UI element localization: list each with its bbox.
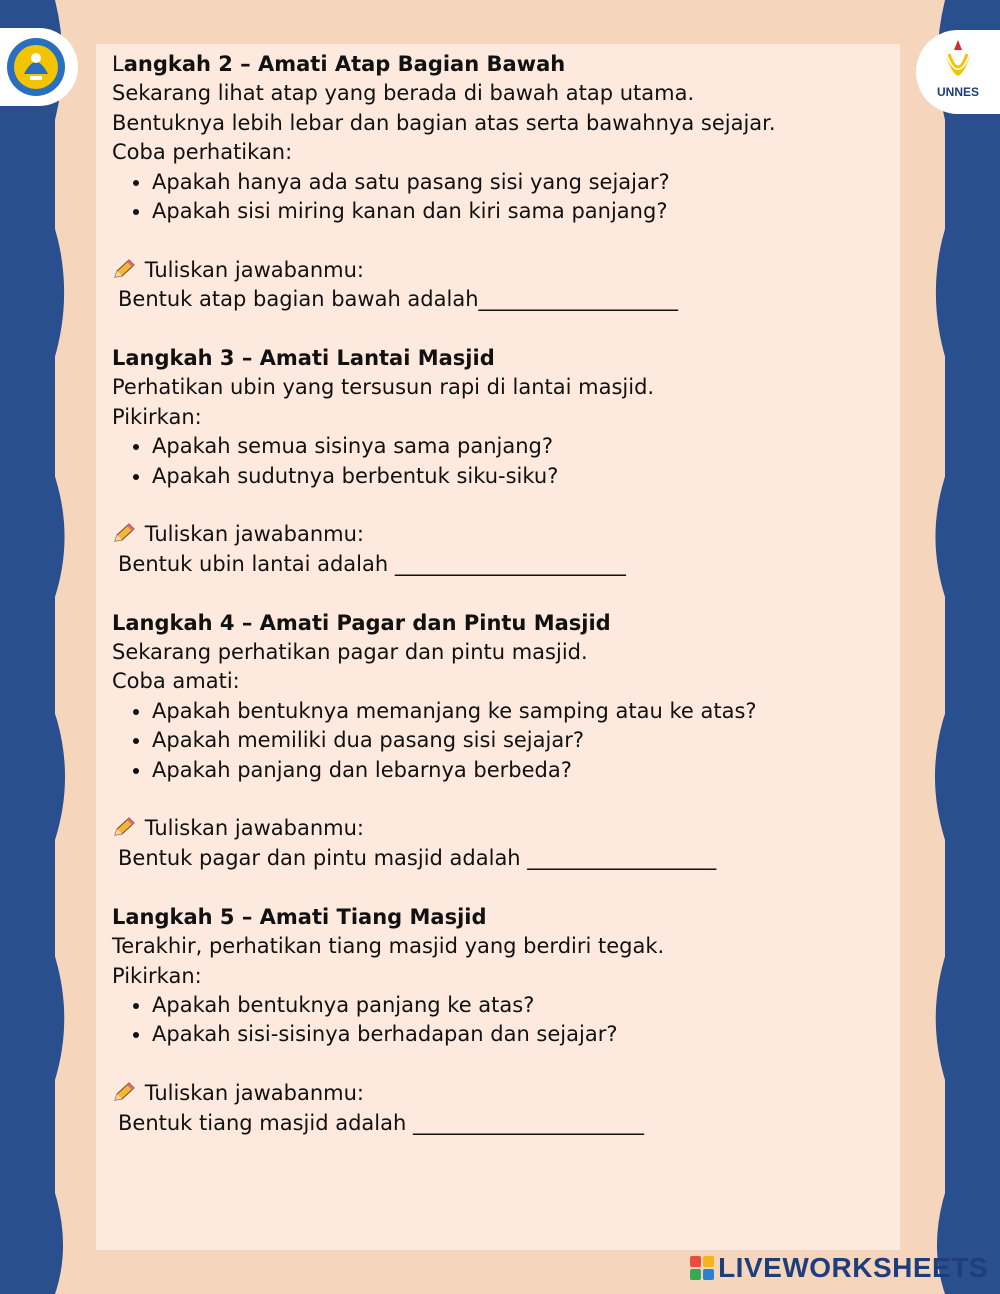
step-2 bbox=[112, 50, 892, 315]
step-3-question-list bbox=[112, 432, 892, 491]
list-item: • Apakah hanya ada satu pasang sisi yang sejajar? bbox=[152, 168, 892, 197]
unnes-emblem-icon bbox=[916, 30, 1000, 114]
step-2-prompt bbox=[112, 256, 892, 285]
step-5-prompt bbox=[112, 1079, 892, 1108]
list-item: • Apakah semua sisinya sama panjang? bbox=[152, 432, 892, 461]
step-5-intro-1: Terakhir, perhatikan tiang masjid yang berdiri tegak. bbox=[112, 934, 665, 959]
pencil-icon bbox=[112, 816, 138, 838]
pencil-icon bbox=[112, 522, 138, 544]
liveworksheets-brand[interactable] bbox=[690, 1252, 988, 1284]
step-4-title: Langkah 4 – Amati Pagar dan Pintu Masjid bbox=[112, 610, 611, 635]
step-4-prompt bbox=[112, 814, 892, 843]
kemdikbud-logo bbox=[0, 28, 78, 106]
tut-wuri-handayani-icon bbox=[0, 28, 78, 106]
step-3-title: Langkah 3 – Amati Lantai Masjid bbox=[112, 346, 495, 371]
step-4 bbox=[112, 609, 892, 874]
step-3-intro-1: Perhatikan ubin yang tersusun rapi di lantai masjid. bbox=[112, 375, 655, 400]
step-5-question-list bbox=[112, 991, 892, 1050]
step-2-intro-1: Sekarang lihat atap yang berada di bawah atap utama. bbox=[112, 81, 695, 106]
step-2-prompt-text: Tuliskan jawabanmu: bbox=[144, 257, 364, 282]
step-5-answer-field[interactable]: Bentuk tiang masjid adalah ______________________ bbox=[118, 1110, 644, 1135]
list-item: • Apakah bentuknya panjang ke atas? bbox=[152, 991, 892, 1020]
left-wavy-border bbox=[30, 0, 90, 1294]
step-5-prompt-text: Tuliskan jawabanmu: bbox=[144, 1081, 364, 1106]
worksheet-text bbox=[112, 50, 892, 1138]
step-4-intro-1: Sekarang perhatikan pagar dan pintu masjid. bbox=[112, 640, 588, 665]
step-2-answer-field[interactable]: Bentuk atap bagian bawah adalah___________________ bbox=[118, 287, 679, 312]
step-5-intro-2: Pikirkan: bbox=[112, 963, 202, 988]
pencil-icon bbox=[112, 1081, 138, 1103]
step-3-prompt-text: Tuliskan jawabanmu: bbox=[144, 522, 364, 547]
list-item: • Apakah sisi miring kanan dan kiri sama panjang? bbox=[152, 197, 892, 226]
step-5 bbox=[112, 903, 892, 1138]
step-2-intro-3: Coba perhatikan: bbox=[112, 140, 293, 165]
step-2-title-rest: angkah 2 – Amati Atap Bagian Bawah bbox=[123, 52, 566, 76]
step-3-answer-field[interactable]: Bentuk ubin lantai adalah ______________________ bbox=[118, 551, 626, 576]
step-3-prompt bbox=[112, 520, 892, 549]
step-4-answer-field[interactable]: Bentuk pagar dan pintu masjid adalah __________________ bbox=[118, 845, 717, 870]
step-4-intro-2: Coba amati: bbox=[112, 669, 240, 694]
list-item: • Apakah sudutnya berbentuk siku-siku? bbox=[152, 462, 892, 491]
list-item: • Apakah panjang dan lebarnya berbeda? bbox=[152, 756, 892, 785]
step-2-question-list bbox=[112, 168, 892, 227]
list-item: • Apakah sisi-sisinya berhadapan dan sejajar? bbox=[152, 1020, 892, 1049]
step-3-intro-2: Pikirkan: bbox=[112, 404, 202, 429]
step-4-prompt-text: Tuliskan jawabanmu: bbox=[144, 816, 364, 841]
pencil-icon bbox=[112, 258, 138, 280]
liveworksheets-wordmark: LIVEWORKSHEETS bbox=[718, 1252, 988, 1283]
step-2-intro-2: Bentuknya lebih lebar dan bagian atas serta bawahnya sejajar. bbox=[112, 110, 776, 135]
unnes-logo bbox=[916, 30, 1000, 114]
list-item: • Apakah bentuknya memanjang ke samping atau ke atas? bbox=[152, 697, 892, 726]
step-4-question-list bbox=[112, 697, 892, 785]
step-2-title-first-letter: L bbox=[112, 52, 124, 76]
list-item: • Apakah memiliki dua pasang sisi sejajar? bbox=[152, 726, 892, 755]
right-wavy-border bbox=[910, 0, 970, 1294]
unnes-logo-text: UNNES bbox=[936, 85, 980, 99]
step-2-title bbox=[112, 50, 892, 79]
step-3 bbox=[112, 344, 892, 579]
liveworksheets-logo-icon bbox=[690, 1256, 714, 1280]
step-5-title: Langkah 5 – Amati Tiang Masjid bbox=[112, 904, 487, 929]
